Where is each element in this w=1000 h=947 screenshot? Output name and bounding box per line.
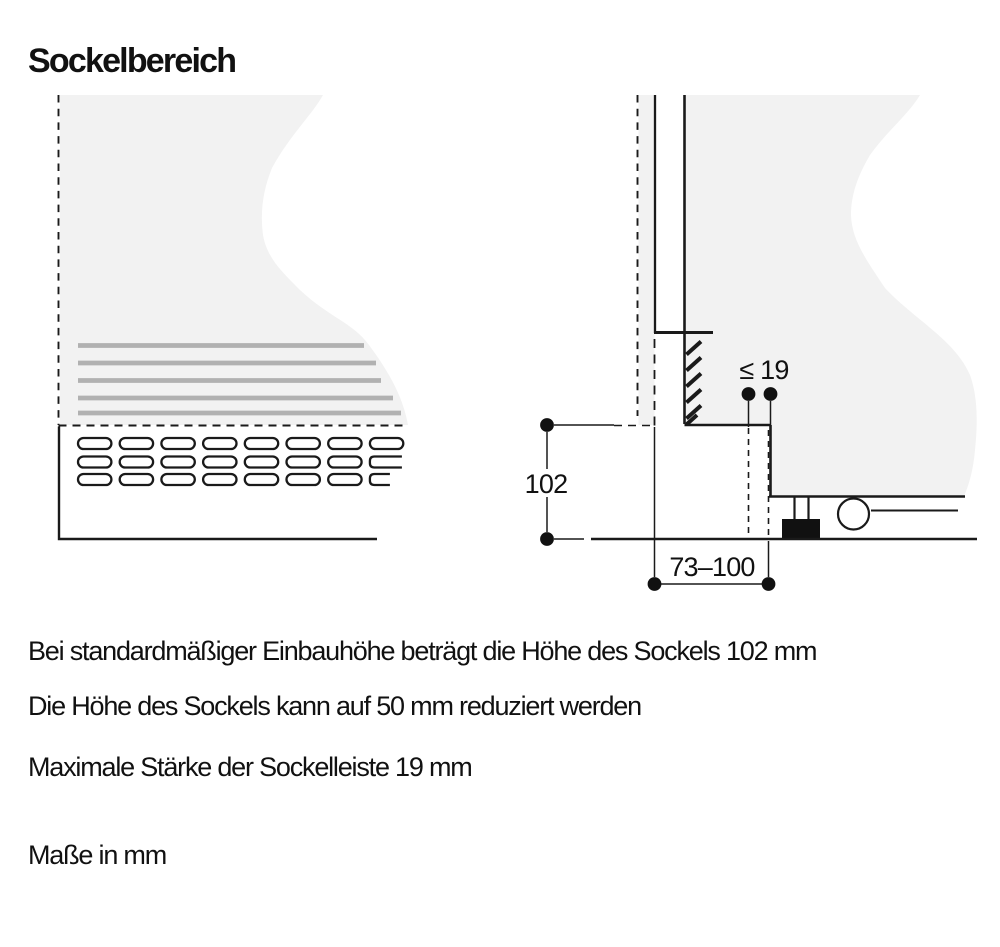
vent-slot [161,457,194,468]
vent-slot [78,457,111,468]
dimension-label-73-100: 73–100 [669,552,755,582]
dimension-dot [742,387,756,401]
vent-slot [328,438,361,449]
vent-slot [161,474,194,485]
dimension-label-102: 102 [524,469,568,499]
panel-fill [60,95,408,425]
vent-slot [120,474,153,485]
dimension-dot [764,387,778,401]
dimension-plinth-height [525,418,653,546]
vent-slot [287,474,320,485]
vent-slot [245,457,278,468]
vent-slot [245,438,278,449]
vent-slot [78,474,111,485]
right-diagram-section-view [525,95,977,591]
vent-slot [245,474,278,485]
vent-slot [287,457,320,468]
appliance-wheel [838,499,869,530]
vent-slot [203,474,236,485]
dimension-dot [762,577,776,591]
vent-slot [120,438,153,449]
vent-slot [287,438,320,449]
vent-slot [203,457,236,468]
note-reduced-height: Die Höhe des Sockels kann auf 50 mm reduziert werden [28,691,641,721]
front-panel-strip-fill [639,95,655,425]
vent-slot [370,438,403,449]
page-title: Sockelbereich [28,42,236,80]
appliance-foot [782,519,820,539]
vent-slot-clipped [370,457,402,468]
vent-slot [203,438,236,449]
dimension-label-19: ≤ 19 [739,355,789,385]
dimension-dot [648,577,662,591]
vent-slot [78,438,111,449]
vent-slot [328,474,361,485]
ventilation-grille [78,438,403,485]
vent-slot [161,438,194,449]
units-note: Maße in mm [28,840,167,870]
dimension-dot [540,418,554,432]
note-max-panel-thickness: Maximale Stärke der Sockelleiste 19 mm [28,752,472,782]
note-standard-height: Bei standardmäßiger Einbauhöhe beträgt die Höhe des Sockels 102 mm [28,636,817,666]
dimension-dot [540,532,554,546]
vent-slot [328,457,361,468]
vent-slot-clipped [370,474,390,485]
dimension-recess-depth [648,541,776,591]
vent-slot [120,457,153,468]
cabinet-fill [685,95,977,497]
left-diagram-front-view [59,95,409,539]
